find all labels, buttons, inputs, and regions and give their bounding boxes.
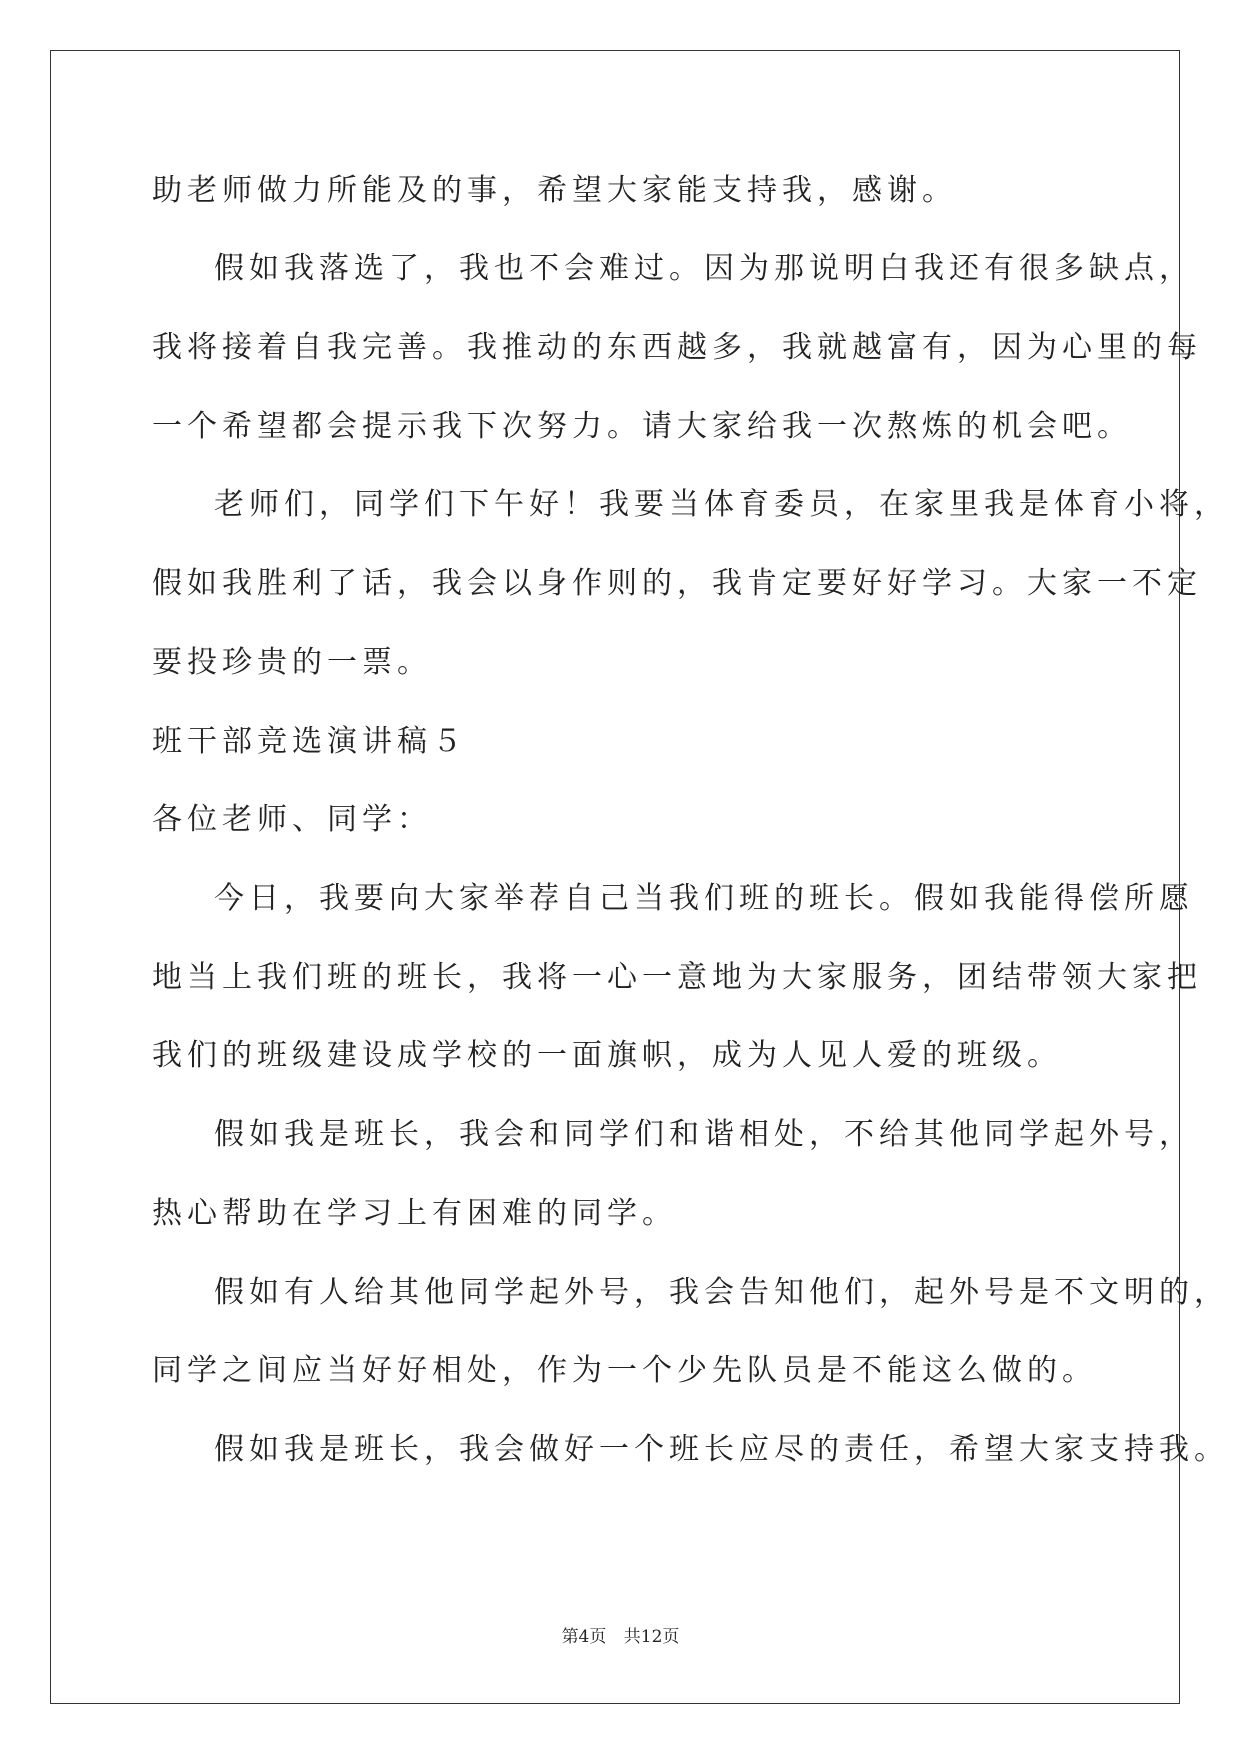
text-line: 同学之间应当好好相处，作为一个少先队员是不能这么做的。 [152,1353,1097,1388]
section-heading: 班干部竞选演讲稿５ [152,724,467,759]
text-line: 假如我落选了，我也不会难过。因为那说明白我还有很多缺点， [214,251,1194,286]
text-line: 地当上我们班的班长，我将一心一意地为大家服务，团结带领大家把 [152,960,1202,995]
text-line: 热心帮助在学习上有困难的同学。 [152,1196,677,1231]
text-line: 一个希望都会提示我下次努力。请大家给我一次熬炼的机会吧。 [152,409,1132,444]
page-total: 共12页 [623,1627,680,1647]
text-line: 要投珍贵的一票。 [152,645,432,680]
page-footer [0,1622,1241,1647]
text-line: 假如我是班长，我会做好一个班长应尽的责任，希望大家支持我。 [214,1432,1229,1467]
text-line: 今日，我要向大家举荐自己当我们班的班长。假如我能得偿所愿 [214,881,1194,916]
text-line: 假如有人给其他同学起外号，我会告知他们，起外号是不文明的， [214,1275,1229,1310]
text-line: 我将接着自我完善。我推动的东西越多，我就越富有，因为心里的每 [152,330,1202,365]
text-line: 假如我是班长，我会和同学们和谐相处，不给其他同学起外号， [214,1117,1194,1152]
page-number: 第4页 [561,1627,607,1647]
text-line: 老师们，同学们下午好！我要当体育委员，在家里我是体育小将， [214,487,1229,522]
salutation: 各位老师、同学： [152,802,432,837]
text-line: 假如我胜利了话，我会以身作则的，我肯定要好好学习。大家一不定 [152,566,1202,601]
text-line: 我们的班级建设成学校的一面旗帜，成为人见人爱的班级。 [152,1038,1062,1073]
text-line: 助老师做力所能及的事，希望大家能支持我，感谢。 [152,173,957,208]
